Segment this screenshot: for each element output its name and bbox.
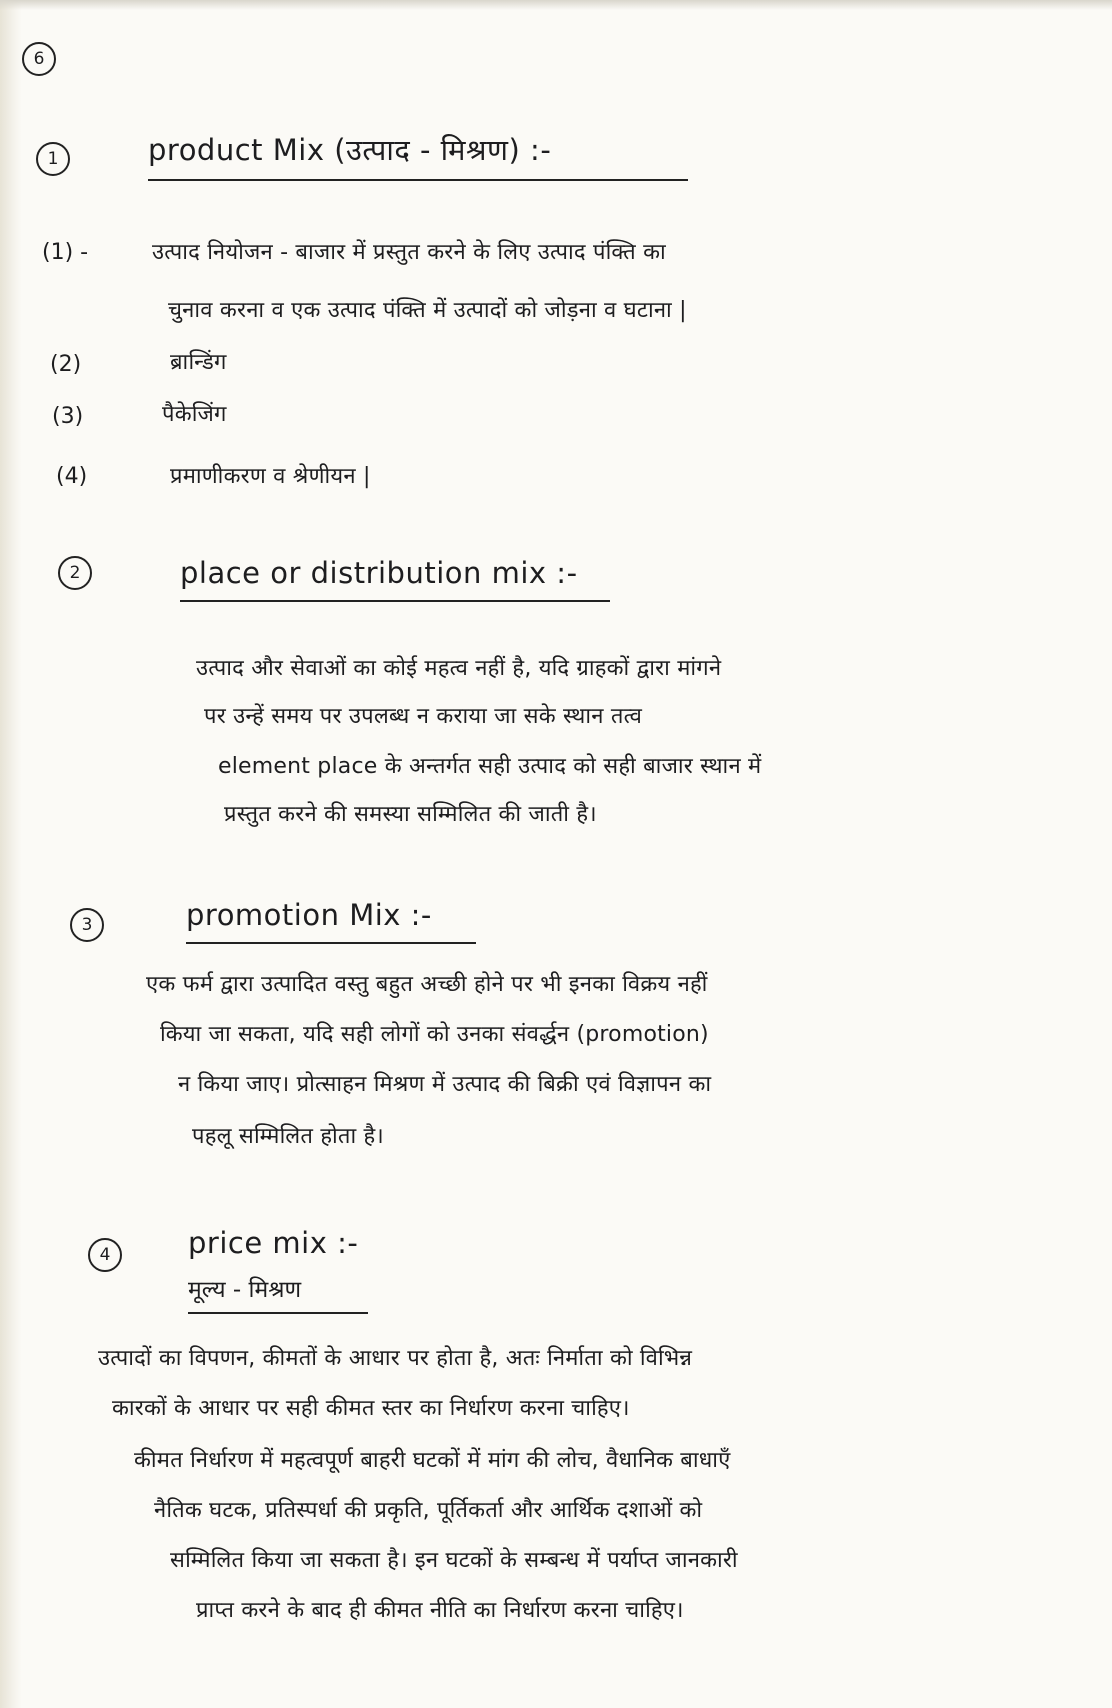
section-3-line-2: किया जा सकता, यदि सही लोगों को उनका संवर्द्धन (promotion) bbox=[160, 1022, 709, 1047]
section-3-line-3: न किया जाए। प्रोत्साहन मिश्रण में उत्पाद की बिक्री एवं विज्ञापन का bbox=[178, 1072, 712, 1097]
section-4-line-1: उत्पादों का विपणन, कीमतों के आधार पर होता है, अतः निर्माता को विभिन्न bbox=[98, 1346, 693, 1371]
section-2-number: 2 bbox=[58, 556, 92, 590]
item-1-label: (1) - bbox=[42, 240, 89, 265]
section-3-line-1: एक फर्म द्वारा उत्पादित वस्तु बहुत अच्छी होने पर भी इनका विक्रय नहीं bbox=[146, 972, 708, 997]
section-2-line-1: उत्पाद और सेवाओं का कोई महत्व नहीं है, यदि ग्राहकों द्वारा मांगने bbox=[196, 656, 722, 681]
section-2-line-3: element place के अन्तर्गत सही उत्पाद को सही बाजार स्थान में bbox=[218, 754, 762, 779]
section-2-heading: place or distribution mix :- bbox=[180, 556, 610, 602]
page-number: 6 bbox=[22, 42, 56, 76]
section-3-heading: promotion Mix :- bbox=[186, 898, 476, 944]
section-4-line-5: सम्मिलित किया जा सकता है। इन घटकों के सम्बन्ध में पर्याप्त जानकारी bbox=[170, 1548, 738, 1573]
section-4-subheading: मूल्य - मिश्रण bbox=[188, 1272, 368, 1314]
item-1-line-2: चुनाव करना व एक उत्पाद पंक्ति में उत्पादों को जोड़ना व घटाना | bbox=[168, 298, 687, 323]
item-4-label: (4) bbox=[56, 464, 88, 489]
section-4-line-4: नैतिक घटक, प्रतिस्पर्धा की प्रकृति, पूर्तिकर्ता और आर्थिक दशाओं को bbox=[154, 1498, 703, 1523]
section-4-number: 4 bbox=[88, 1238, 122, 1272]
item-1-line-1: उत्पाद नियोजन - बाजार में प्रस्तुत करने के लिए उत्पाद पंक्ति का bbox=[152, 240, 666, 265]
item-2-text: ब्रान्डिंग bbox=[170, 350, 227, 375]
section-2-line-2: पर उन्हें समय पर उपलब्ध न कराया जा सके स्थान तत्व bbox=[204, 704, 643, 729]
section-4-line-3: कीमत निर्धारण में महत्वपूर्ण बाहरी घटकों में मांग की लोच, वैधानिक बाधाएँ bbox=[134, 1448, 731, 1473]
item-3-label: (3) bbox=[52, 404, 84, 429]
item-2-label: (2) bbox=[50, 352, 82, 377]
section-3-number: 3 bbox=[70, 908, 104, 942]
item-4-text: प्रमाणीकरण व श्रेणीयन | bbox=[170, 464, 371, 489]
section-1-heading: product Mix (उत्पाद - मिश्रण) :- bbox=[148, 130, 688, 181]
page-top-edge bbox=[0, 0, 1112, 10]
section-4-heading: price mix :- bbox=[188, 1226, 359, 1260]
section-2-line-4: प्रस्तुत करने की समस्या सम्मिलित की जाती है। bbox=[224, 802, 597, 827]
page-left-edge bbox=[0, 0, 22, 1708]
section-1-number: 1 bbox=[36, 142, 70, 176]
section-3-line-4: पहलू सम्मिलित होता है। bbox=[192, 1124, 384, 1149]
section-4-line-2: कारकों के आधार पर सही कीमत स्तर का निर्धारण करना चाहिए। bbox=[112, 1396, 630, 1421]
section-4-line-6: प्राप्त करने के बाद ही कीमत नीति का निर्धारण करना चाहिए। bbox=[196, 1598, 684, 1623]
item-3-text: पैकेजिंग bbox=[162, 402, 227, 427]
